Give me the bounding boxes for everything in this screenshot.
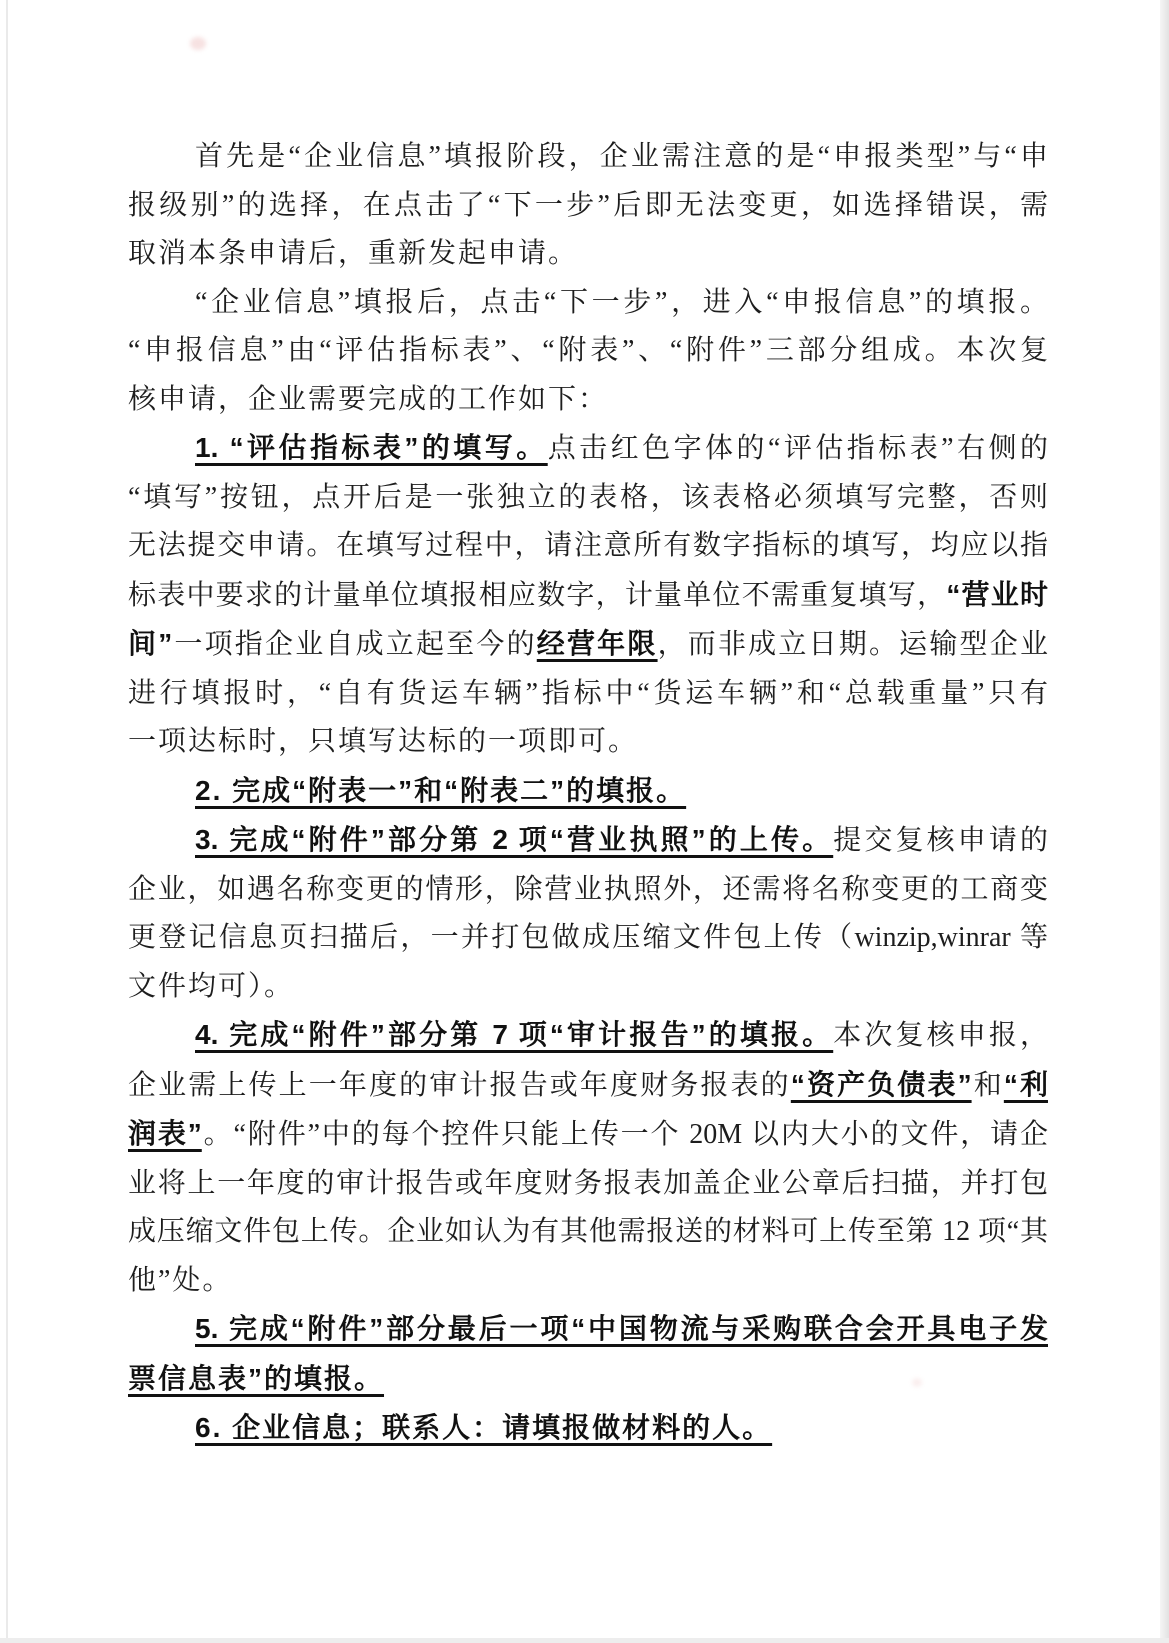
body-text: 取消本条申请后，重新发起申请。 bbox=[128, 238, 579, 269]
body-text: 文件均可）。 bbox=[128, 970, 295, 1002]
body-text: ，而非成立日期。运输型企业 bbox=[657, 629, 1048, 660]
scan-edge-bottom bbox=[0, 1638, 1169, 1643]
emphasized-text: 2. 完成“附表一”和“附表二”的填报。 bbox=[195, 774, 687, 806]
text-line bbox=[128, 620, 1048, 670]
body-text: 业将上一年度的审计报告或年度财务报表加盖企业公章后扫描，并打包 bbox=[128, 1167, 1048, 1199]
text-line bbox=[128, 522, 1048, 571]
text-line bbox=[128, 279, 1048, 328]
body-text: 进行填报时，“自有货运车辆”指标中“货运车辆”和“总载重量”只有 bbox=[128, 677, 1048, 709]
text-line bbox=[128, 670, 1048, 719]
body-text: 。“附件”中的每个控件只能上传一个 20M 以内大小的文件，请企 bbox=[201, 1119, 1048, 1150]
text-line bbox=[128, 1208, 1048, 1257]
body-text: “申报信息”由“评估指标表”、“附表”、“附件”三部分组成。本次复 bbox=[128, 335, 1048, 366]
text-line bbox=[128, 474, 1048, 523]
document-body bbox=[128, 133, 1048, 1454]
text-line bbox=[128, 182, 1048, 231]
emphasized-text: 票信息表”的填报。 bbox=[128, 1362, 385, 1394]
body-text: 一项指企业自成立起至今的 bbox=[172, 629, 537, 660]
scan-edge-right bbox=[1160, 0, 1169, 1643]
pink-smudge-top bbox=[190, 37, 206, 50]
text-line bbox=[128, 1061, 1048, 1111]
text-line bbox=[128, 571, 1048, 621]
body-text: 首先是“企业信息”填报阶段，企业需注意的是“申报类型”与“申 bbox=[195, 141, 1048, 172]
body-text: “企业信息”填报后，点击“下一步”，进入“申报信息”的填报。 bbox=[195, 286, 1048, 318]
text-line bbox=[128, 816, 1048, 866]
body-text: 他”处。 bbox=[128, 1264, 233, 1296]
body-text: 报级别”的选择，在点击了“下一步”后即无法变更，如选择错误，需 bbox=[128, 189, 1048, 221]
text-line bbox=[128, 230, 1048, 279]
text-line bbox=[128, 914, 1048, 963]
emphasized-text: “营业时 bbox=[946, 578, 1048, 610]
text-line bbox=[128, 767, 1048, 817]
body-text: “填写”按钮，点开后是一张独立的表格，该表格必须填写完整，否则 bbox=[128, 481, 1048, 513]
body-text: 和 bbox=[971, 1069, 1004, 1101]
text-line bbox=[128, 327, 1048, 376]
text-line bbox=[128, 424, 1048, 474]
text-line bbox=[128, 1404, 1048, 1454]
emphasized-text: 6. 企业信息；联系人：请填报做材料的人。 bbox=[195, 1412, 773, 1443]
emphasized-text: “利 bbox=[1003, 1068, 1048, 1100]
text-line bbox=[128, 963, 1048, 1012]
body-text: 提交复核申请的 bbox=[833, 825, 1048, 856]
emphasized-text: 间” bbox=[128, 628, 173, 659]
body-text: 企业需上传上一年度的审计报告或年度财务报表的 bbox=[128, 1069, 791, 1101]
emphasized-text: “资产负债表” bbox=[790, 1068, 972, 1100]
body-text: 本次复核申报， bbox=[833, 1020, 1048, 1051]
text-line bbox=[128, 133, 1048, 182]
body-text: 标表中要求的计量单位填报相应数字，计量单位不需重复填写， bbox=[128, 579, 947, 611]
body-text: 点击红色字体的“评估指标表”右侧的 bbox=[547, 433, 1049, 464]
emphasized-text: 经营年限 bbox=[536, 628, 658, 659]
text-line bbox=[128, 1257, 1048, 1306]
emphasized-text: 3. 完成“附件”部分第 2 项“营业执照”的上传。 bbox=[195, 824, 834, 855]
text-line bbox=[128, 718, 1048, 767]
body-text: 核申请，企业需要完成的工作如下： bbox=[128, 383, 609, 415]
body-text: 更登记信息页扫描后，一并打包做成压缩文件包上传（winzip,winrar 等 bbox=[128, 922, 1048, 953]
text-line bbox=[128, 1110, 1048, 1160]
scan-edge-left bbox=[6, 0, 8, 1643]
pink-smudge-bottom bbox=[912, 1378, 922, 1387]
emphasized-text: 5. 完成“附件”部分最后一项“中国物流与采购联合会开具电子发 bbox=[195, 1313, 1048, 1344]
text-line bbox=[128, 1355, 1048, 1405]
text-line bbox=[128, 376, 1048, 425]
body-text: 成压缩文件包上传。企业如认为有其他需报送的材料可上传至第 12 项“其 bbox=[128, 1216, 1048, 1247]
body-text: 企业，如遇名称变更的情形，除营业执照外，还需将名称变更的工商变 bbox=[128, 873, 1048, 905]
text-line bbox=[128, 866, 1048, 915]
body-text: 无法提交申请。在填写过程中，请注意所有数字指标的填写，均应以指 bbox=[128, 530, 1048, 561]
body-text: 一项达标时，只填写达标的一项即可。 bbox=[128, 726, 639, 757]
emphasized-text: 润表” bbox=[128, 1118, 202, 1149]
emphasized-text: 1. “评估指标表”的填写。 bbox=[195, 432, 548, 463]
text-line bbox=[128, 1011, 1048, 1061]
text-line bbox=[128, 1305, 1048, 1355]
emphasized-text: 4. 完成“附件”部分第 7 项“审计报告”的填报。 bbox=[195, 1019, 834, 1050]
text-line bbox=[128, 1160, 1048, 1209]
